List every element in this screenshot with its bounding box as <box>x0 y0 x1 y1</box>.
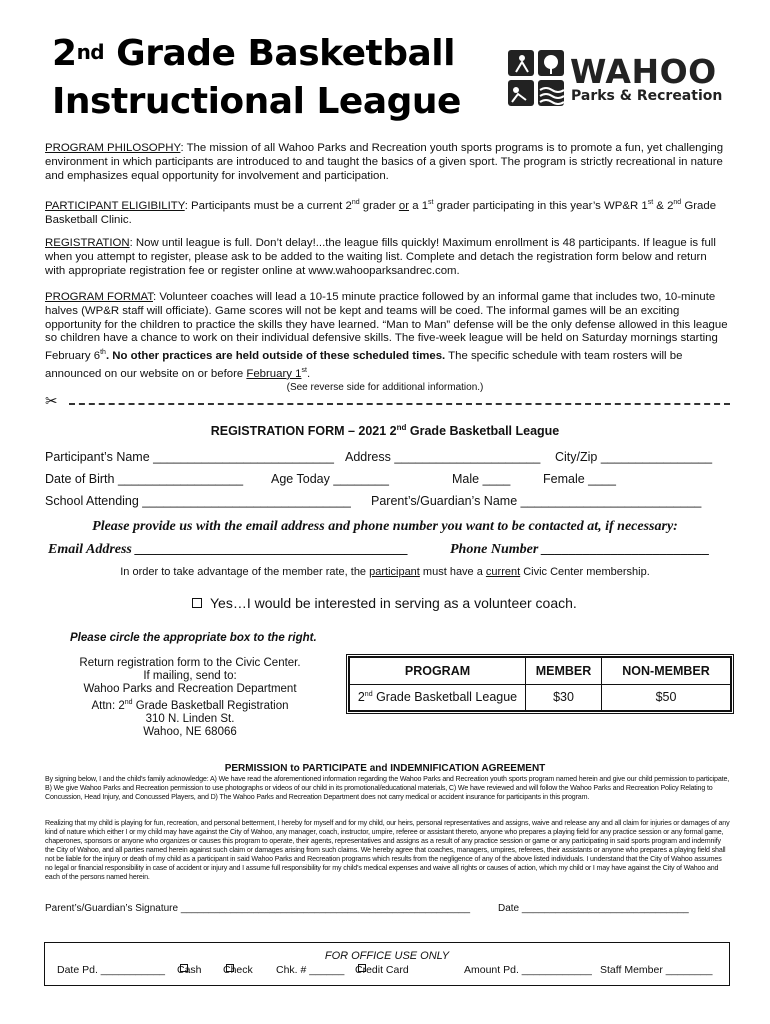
wahoo-parks-logo-icon <box>508 50 566 108</box>
non-member-price-cell[interactable]: $50 <box>602 684 731 711</box>
guardian-name-field[interactable]: Parent’s/Guardian’s Name __________________________ <box>371 494 702 508</box>
participant-eligibility: PARTICIPANT ELIGIBILITY: Participants must be a current 2nd grader or a 1st grader participating in this year’s WP&R 1st & 2nd Grade Basketball Clinic. <box>45 199 717 226</box>
mailing-address: Return registration form to the Civic Center. If mailing, send to: Wahoo Parks and Recreation Department Attn: 2nd Grade Basketball Registration 310 N. Linden St. Wahoo, NE 68066 <box>79 657 301 738</box>
member-price-cell[interactable]: $30 <box>526 684 602 711</box>
cash-checkbox[interactable] <box>180 964 188 972</box>
program-philosophy: PROGRAM PHILOSOPHY: The mission of all Wahoo Parks and Recreation youth sports programs is to promote a fun, yet challenging environment in which participants are introduced to and taught the basics of a given sport. The program is strictly recreational in nature and emphasizes equal opportunity for involvement and participation. <box>45 142 724 182</box>
age-field[interactable]: Age Today ________ <box>271 472 389 486</box>
signature-field[interactable]: Parent’s/Guardian’s Signature ____________________________________________________ <box>45 903 471 914</box>
check-number-field[interactable]: Chk. # ______ <box>276 964 345 976</box>
permission-paragraph-2: Realizing that my child is playing for fun, recreation, and personal betterment, I hereby for myself and for my child, our heirs, personal representatives and assigns, waive and release any and all claim for injuries or damages of any kind of nature which either I or my child may have against the City of Wahoo, any manager, coach, instructor, umpire, referee or assistant thereto, anyone who prepares a playing field for any practice session or any formal game, chaperones, sponsors or anyone who organizes or causes this program to operate, their agents, representatives and assigns as a result of any practice session or game or any participating in said sports program and indemnify the City of Wahoo, and all parties named herein against such claim or damages arising from such claims. We hereby agree that coaches, managers, umpires, referees, their assistants or anyone who prepares a playing field shall not be liable for the injury or death of my child as a participant in said Wahoo Parks and Recreation programs which results from the negligence of any of the above listed individuals. I understand that the City of Wahoo assumes no legal or financial responsibility in case of accident or injury and I assume full responsibility for my child’s medical expenses and waive all rights or causes of action, which my child or I may have against the City of Wahoo and each of the persons named herein. <box>45 819 730 881</box>
date-paid-field[interactable]: Date Pd. ___________ <box>57 964 166 976</box>
contact-row <box>48 542 728 560</box>
dob-field[interactable]: Date of Birth __________________ <box>45 472 244 486</box>
credit-card-checkbox[interactable] <box>358 964 366 972</box>
permission-title: PERMISSION to PARTICIPATE and INDEMNIFICATION AGREEMENT <box>224 763 546 774</box>
volunteer-option[interactable]: Yes…I would be interested in serving as a volunteer coach. <box>192 595 577 611</box>
address-field[interactable]: Address _____________________ <box>345 450 541 464</box>
date-field[interactable]: Date ______________________________ <box>498 903 689 914</box>
volunteer-checkbox[interactable] <box>192 598 202 608</box>
amount-paid-field[interactable]: Amount Pd. ____________ <box>464 964 592 976</box>
wahoo-logo <box>508 50 738 110</box>
form-row-school <box>45 494 730 510</box>
price-table <box>346 654 734 714</box>
city-zip-field[interactable]: City/Zip ________________ <box>555 450 713 464</box>
staff-member-field[interactable]: Staff Member ________ <box>600 964 713 976</box>
scissors-icon: ✂ <box>45 393 58 410</box>
office-use-title: FOR OFFICE USE ONLY <box>324 950 450 962</box>
circle-instruction: Please circle the appropriate box to the right. <box>70 632 317 644</box>
document-title: 2nd Grade Basketball Instructional League <box>52 33 461 122</box>
program-header: PROGRAM <box>350 658 526 685</box>
contact-prompt: Please provide us with the email address and phone number you want to be contacted at, if necessary: <box>92 519 678 534</box>
program-format: PROGRAM FORMAT: Volunteer coaches will lead a 10-15 minute practice followed by an informal game that includes two, 10-minute halves (WP&R staff will officiate). Game scores will not be kept and teams will be coed. The informal games will be an exciting opportunity for the children to practice the skills they have learned. “Man to Man” defense will be the only defense allowed in this league so children have a chance to work on their individual defensive skills. The five-week league will be held on Saturday mornings starting February 6th. No other practices are held outside of these scheduled times. The specific schedule with team rosters will be announced on our website on or before February 1st. <box>45 291 728 380</box>
check-checkbox[interactable] <box>226 964 234 972</box>
phone-field[interactable]: Phone Number ________________________ <box>450 542 710 557</box>
member-header: MEMBER <box>526 658 602 685</box>
permission-paragraph-1: By signing below, I and the child’s family acknowledge: A) We have read the aforementioned information regarding the Wahoo Parks and Recreation youth sports program named herein and give our child permission to participate, B) We give Wahoo Parks and Recreation permission to use photographs or videos of our child in its promotional/educational materials, C) We have reviewed and will follow the Wahoo Parks and Recreation Policy Relating to Concussion, Head Injury, and Concussed Players, and D) The Wahoo Parks and Recreation Department does not carry medical or accident insurance for participants in this program. <box>45 775 730 801</box>
membership-note: In order to take advantage of the member rate, the participant must have a current Civic Center membership. <box>120 566 650 578</box>
cut-line <box>45 393 730 410</box>
form-row-name <box>45 450 730 466</box>
logo-subtitle: Parks & Recreation <box>571 88 723 104</box>
logo-name: WAHOO <box>570 52 717 91</box>
female-field[interactable]: Female ____ <box>543 472 616 486</box>
non-member-header: NON-MEMBER <box>602 658 731 685</box>
male-field[interactable]: Male ____ <box>452 472 511 486</box>
registration-info: REGISTRATION: Now until league is full. Don’t delay!...the league fills quickly! Maximum enrollment is 48 participants. If league is full when you attempt to register, please ask to be added to the waiting list. Complete and detach the registration form below and return with appropriate registration fee or register online at www.wahooparksandrec.com. <box>45 237 716 277</box>
email-field[interactable]: Email Address _______________________________________ <box>48 542 409 557</box>
form-row-dob <box>45 472 730 488</box>
participant-name-field[interactable]: Participant’s Name __________________________ <box>45 450 334 464</box>
office-use-box: FOR OFFICE USE ONLY Date Pd. ___________ Cash Check Chk. # ______ Credit Card Amount Pd. ____________ Staff Member ________ <box>44 942 730 986</box>
program-cell[interactable]: 2nd Grade Basketball League <box>350 684 526 711</box>
registration-form-title: REGISTRATION FORM – 2021 2nd Grade Basketball League <box>210 423 560 439</box>
reverse-side-note: (See reverse side for additional information.) <box>286 382 484 393</box>
school-field[interactable]: School Attending ______________________________ <box>45 494 351 508</box>
